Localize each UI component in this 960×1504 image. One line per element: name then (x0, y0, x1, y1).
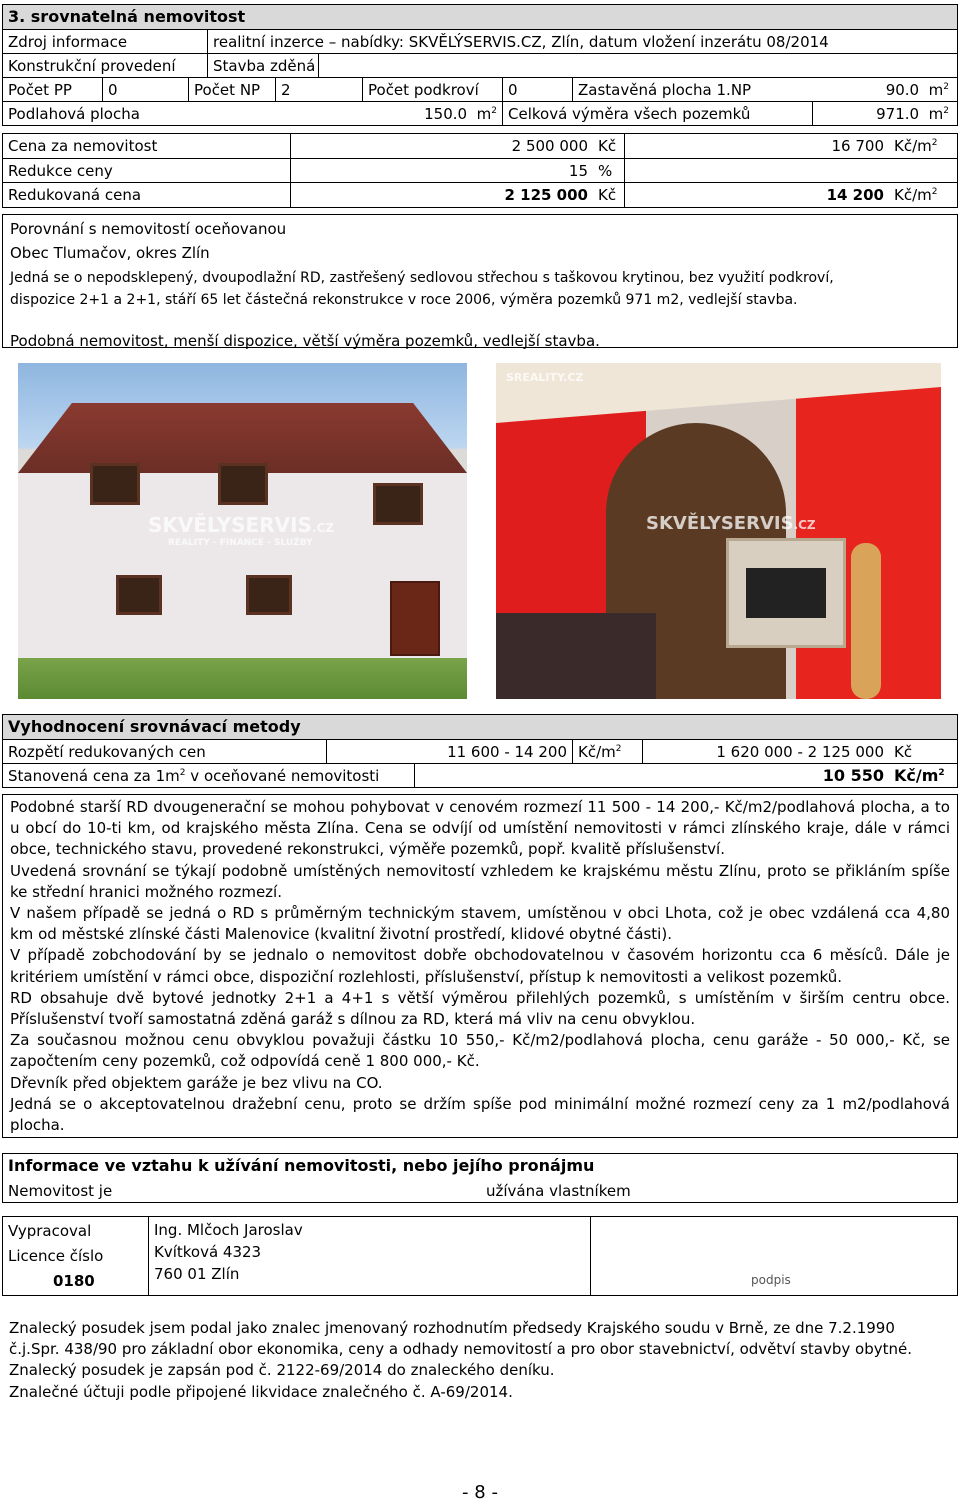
window (373, 483, 423, 525)
paragraph: RD obsahuje dvě bytové jednotky 2+1 a 4+1 s větší výměrou přilehlých pozemků, s umístěním v širším centru obce. Příslušenství tvoří samostatná zděná garáž s dílnou za RD, která má vliv na cenu obvyklou. (10, 988, 950, 1029)
comparison-summary: Podobná nemovitost, menší dispozice, větší výměra pozemků, vedlejší stavba. (10, 332, 600, 350)
price-per-m2-unit-text: Kč/m (894, 137, 932, 155)
sq-sup: 2 (943, 106, 949, 116)
house-exterior-photo (18, 363, 467, 699)
signature-area (591, 1217, 957, 1295)
comparison-title: Porovnání s nemovitostí oceňovanou (10, 220, 287, 238)
paragraph: Jedná se o akceptovatelnou dražební cenu, proto se držím spíše pod minimální možné rozmezí ceny za 1 m2/podlahová plocha. (10, 1094, 950, 1135)
price-unit: Kč (593, 134, 625, 159)
sq-sup: 2 (931, 187, 938, 197)
interior-fireplace-photo (496, 363, 941, 699)
built-area-value (787, 78, 957, 102)
sq-sup: 2 (943, 82, 949, 92)
paragraph: Podobné starší RD dvougenerační se mohou pohybovat v cenovém rozmezí 11 500 - 14 200,- Kč/m2/podlahová plocha, a to u obcí do 10-ti km, od krajského města Zlína. Cena se odvíjí od umístění nemovitosti v rámci zlínského kraje, dále v rámci obce, technického stavu, provedené rekonstrukci, výměře pozemků, popř. kvalitě příslušenství. (10, 798, 950, 859)
price-per-m2-unit (889, 134, 957, 159)
reduction-value: 15 (291, 159, 593, 183)
floor-area-unit: m (476, 105, 492, 123)
watermark-brand: SKVĚLYSERVIS.CZ (646, 513, 816, 534)
price-value: 2 500 000 (291, 134, 593, 159)
reduced-price-per-m2: 14 200 (826, 186, 884, 204)
window (90, 463, 140, 505)
land-area-label: Celková výměra všech pozemků (503, 102, 813, 126)
determined-price-label (3, 764, 415, 787)
property-table (2, 4, 958, 126)
built-area-number: 90.0 (885, 81, 920, 99)
construction-label: Konstrukční provedení (3, 54, 208, 78)
paragraph: Uvedená srovnání se týkají podobně umístěných nemovitostí vzhledem ke krajskému městu Zlínu, proto se přikláním spíše ke střední hranici možného rozmezí. (10, 861, 950, 901)
np-value: 2 (276, 78, 363, 102)
paragraph: Za současnou možnou cenu obvyklou považuji částku 10 550,- Kč/m2/podlahová plocha, cenu garáže - 50 000,- Kč, se započtením ceny pozemků, což odpovídá ceně 1 800 000,- Kč. (10, 1031, 950, 1071)
evaluation-title: Vyhodnocení srovnávací metody (3, 715, 957, 740)
determined-label-b: v oceňované nemovitosti (185, 767, 380, 785)
sq-sup: 2 (615, 744, 622, 754)
attic-label: Počet podkroví (363, 78, 503, 102)
prepared-by-label: Vypracoval (8, 1222, 92, 1240)
comparison-desc-2: dispozice 2+1 a 2+1, stáří 65 let částečná rekonstrukce v roce 2006, výměra pozemků 971 m2, vedlejší stavba. (10, 292, 798, 308)
empty-cell (319, 54, 957, 78)
usage-value: užívána vlastníkem (486, 1182, 631, 1200)
statement-line: č.j.Spr. 438/90 pro základní obor ekonomika, ceny a odhady nemovitostí a pro obor stavebnictví, odvětví stavby obytné. (9, 1340, 912, 1359)
sq-sup: 2 (938, 768, 945, 778)
built-area-unit: m (928, 81, 944, 99)
price-per-m2: 16 700 (625, 134, 889, 159)
author-labels (3, 1217, 149, 1295)
source-value: realitní inzerce – nabídky: SKVĚLÝSERVIS.CZ, Zlín, datum vložení inzerátu 08/2014 (208, 30, 957, 54)
evaluation-table (2, 714, 958, 788)
determined-label-a: Stanovená cena za 1m (8, 767, 180, 785)
statement-line: Znalecký posudek jsem podal jako znalec jmenovaný rozhodnutím předsedy Krajského soudu v Brně, ze dne 7.2.1990 (9, 1319, 895, 1337)
price-label: Cena za nemovitost (3, 134, 291, 159)
comparison-desc-1: Jedná se o nepodsklepený, dvoupodlažní RD, zastřešený sedlovou střechou s taškovou krytinou, bez využití podkroví, (10, 270, 834, 286)
expert-statement (9, 1318, 954, 1403)
statement-line: Znalecký posudek je zapsán pod č. 2122-69/2014 do znaleckého deníku. (9, 1361, 555, 1380)
range-total: 1 620 000 - 2 125 000 (643, 740, 889, 764)
reduced-price-per-m2-unit-text: Kč/m (894, 186, 932, 204)
sq-sup: 2 (931, 138, 938, 148)
reduced-price-value: 2 125 000 (504, 186, 588, 204)
watermark-sub: REALITY - FINANCE - SLUŽBY (168, 538, 313, 548)
author-name: Ing. Mlčoch Jaroslav (154, 1221, 303, 1239)
determined-unit-text: Kč/m (894, 766, 939, 785)
giraffe-figure (851, 543, 881, 699)
watermark-top: SREALITY.CZ (506, 371, 584, 384)
usage-title: Informace ve vztahu k užívání nemovitosti, nebo jejího pronájmu (8, 1156, 595, 1175)
reduction-label: Redukce ceny (3, 159, 291, 183)
floor-area-value (303, 102, 503, 126)
statement-line: Znalečné účtuji podle připojené likvidace znalečného č. A-69/2014. (9, 1382, 513, 1401)
range-value: 11 600 - 14 200 (327, 740, 573, 764)
author-table (2, 1216, 958, 1296)
licence-label: Licence číslo (8, 1247, 104, 1265)
range-unit (573, 740, 643, 764)
signature-label: podpis (751, 1273, 791, 1287)
section-title: 3. srovnatelná nemovitost (3, 5, 957, 30)
sofa (496, 613, 656, 699)
source-label: Zdroj informace (3, 30, 208, 54)
pp-value: 0 (103, 78, 189, 102)
np-label: Počet NP (189, 78, 276, 102)
watermark-brand: SKVĚLYSERVIS.CZ (148, 513, 335, 537)
window (116, 575, 162, 615)
floor-area-number: 150.0 (424, 105, 468, 123)
usage-table (2, 1153, 958, 1203)
paragraph: Dřevník před objektem garáže je bez vlivu na CO. (10, 1073, 383, 1092)
author-street: Kvítková 4323 (154, 1243, 262, 1261)
justification-box (2, 794, 958, 1138)
land-area-number: 971.0 (876, 105, 920, 123)
price-table (2, 133, 958, 208)
author-city: 760 01 Zlín (154, 1265, 240, 1283)
reduced-price-unit: Kč (593, 183, 625, 207)
floor-area-label: Podlahová plocha (8, 105, 140, 123)
sq-sup: 2 (179, 768, 186, 778)
paragraph: V případě zobchodování by se jednalo o nemovitost dobře obchodovatelnou v časovém horizontu cca 6 měsíců. Dále je kritériem umístění v rámci obce, dispoziční rozlehlosti, příslušenství, přístup k nemovitosti a velikost pozemků. (10, 946, 950, 986)
window (246, 575, 292, 615)
comparison-box (2, 214, 958, 348)
determined-price-value: 10 550 (822, 766, 884, 785)
built-area-label: Zastavěná plocha 1.NP (573, 78, 787, 102)
land-area-unit: m (928, 105, 944, 123)
licence-number: 0180 (53, 1272, 95, 1290)
door (390, 581, 440, 656)
usage-label: Nemovitost je (8, 1182, 113, 1200)
window (218, 463, 268, 505)
construction-value: Stavba zděná (208, 54, 319, 78)
reduced-price-per-m2-unit (889, 183, 957, 207)
empty-cell (625, 159, 957, 183)
sq-sup: 2 (491, 106, 497, 116)
determined-price-unit (889, 764, 957, 787)
attic-value: 0 (503, 78, 573, 102)
pp-label: Počet PP (3, 78, 103, 102)
range-unit-text: Kč/m (578, 743, 616, 761)
fireplace-opening (746, 568, 826, 618)
author-address (149, 1217, 591, 1295)
paragraph: V našem případě se jedná o RD s průměrným technickým stavem, umístěnou v obci Lhota, což je obec vzdálená cca 4,80 km od městské zlínské části Malenovice (kvalitní životní prostředí, klidové obytné části). (10, 904, 950, 944)
comparison-location: Obec Tlumačov, okres Zlín (10, 244, 210, 262)
page-number: - 8 - (462, 1482, 498, 1503)
range-total-unit: Kč (889, 740, 957, 764)
range-label: Rozpětí redukovaných cen (3, 740, 327, 764)
land-area-value (813, 102, 957, 126)
reduced-price-label: Redukovaná cena (3, 183, 291, 207)
grass (18, 658, 467, 699)
reduction-unit: % (593, 159, 625, 183)
